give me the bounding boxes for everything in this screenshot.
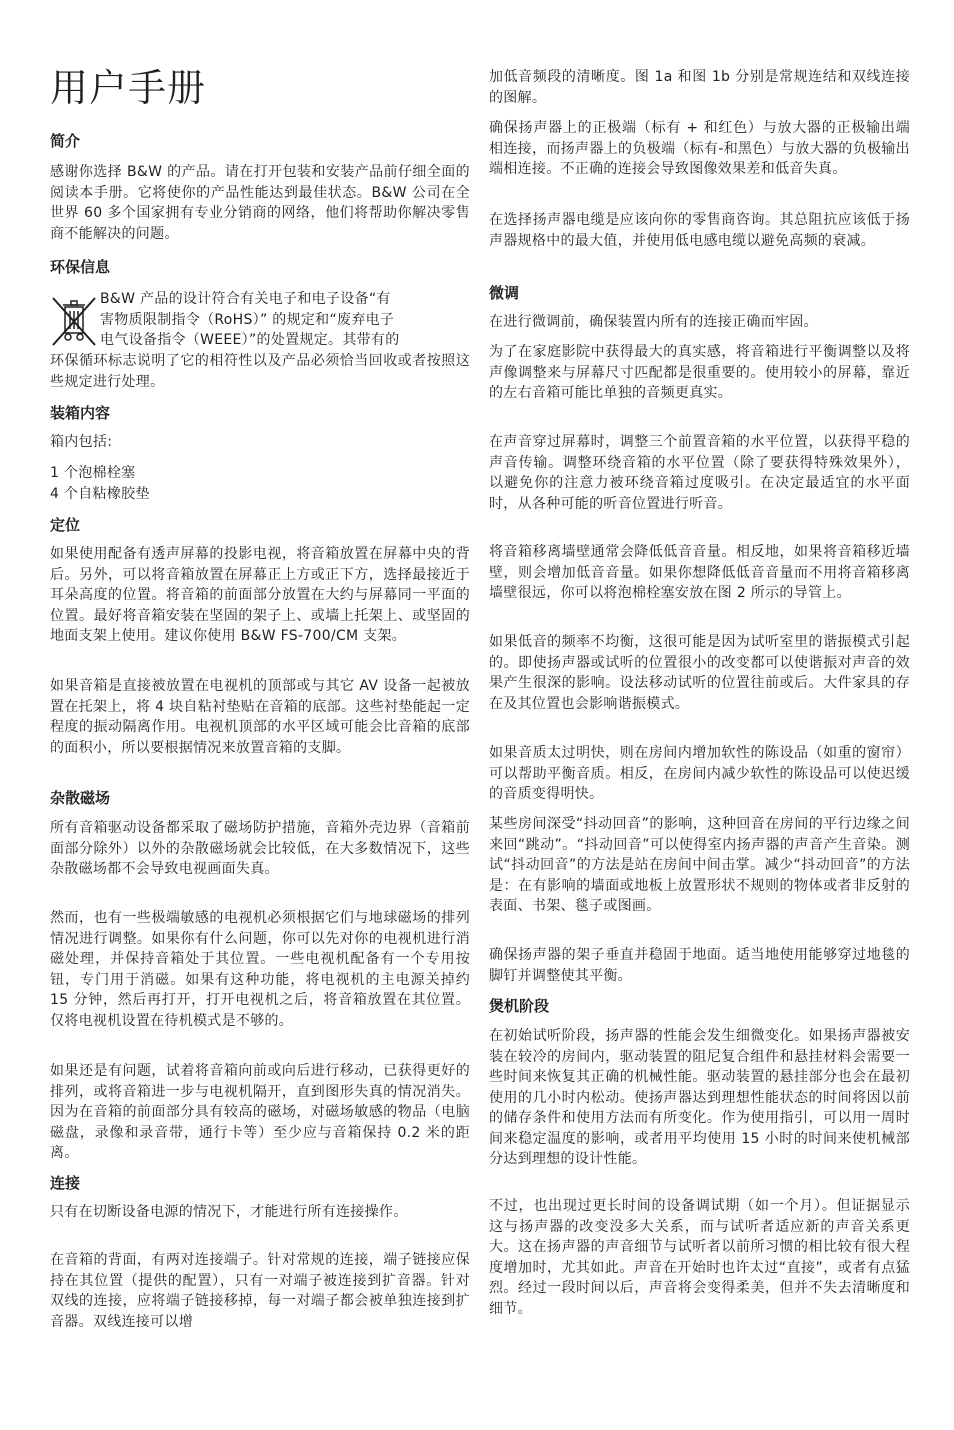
box-item-foam-plug: 1 个泡棉栓塞 [50,465,136,481]
tuning-paragraph-4: 将音箱移离墙壁通常会降低低音音量。相反地，如果将音箱移近墙壁，则会增加低音音量。如果你想降低低音音量而不用将音箱移离墙壁很远，你可以将泡棉栓塞安放在图 2 所示的导管上。 [489,544,910,601]
tuning-paragraph-2: 为了在家庭影院中获得最大的真实感，将音箱进行平衡调整以及将声像调整来与屏幕尺寸匹配都是很重要的。使用较小的屏幕，靠近的左右音箱可能比单独的音频更真实。 [489,344,910,401]
heading-stray-magnetic-fields: 杂散磁场 [50,789,111,807]
heading-environment: 环保信息 [50,258,111,276]
positioning-paragraph-2: 如果音箱是直接被放置在电视机的顶部或与其它 AV 设备一起被放置在托架上，将 4 块自粘衬垫贴在音箱的底部。这些衬垫能起一定程度的振动隔离作用。电视机顶部的水平区域可能会比音箱的底部的面积小，所以要根据情况来放置音箱的支脚。 [50,678,470,756]
tuning-paragraph-1: 在进行微调前，确保装置内所有的连接正确而牢固。 [489,314,818,330]
magnetic-paragraph-3: 如果还是有问题，试着将音箱向前或向后进行移动，已获得更好的排列，或将音箱进一步与电视机隔开，直到图形失真的情况消失。因为在音箱的前面部分具有较高的磁场，对磁场敏感的物品（电脑磁盘，录像和录音带，通行卡等）至少应与音箱保持 0.2 米的距离。 [50,1063,470,1161]
connections-paragraph-4: 确保扬声器上的正极端（标有 + 和红色）与放大器的正极输出端相连接，而扬声器上的负极端（标有-和黑色）与放大器的负极输出端相连接。不正确的连接会导致图像效果差和低音失真。 [489,120,910,177]
heading-fine-tuning: 微调 [489,284,520,302]
magnetic-paragraph-1: 所有音箱驱动设备都采取了磁场防护措施，音箱外壳边界（音箱前面部分除外）以外的杂散磁场就会比较低，在大多数情况下，这些杂散磁场都不会导致电视画面失真。 [50,820,470,877]
connections-paragraph-5: 在选择扬声器电缆是应该向你的零售商咨询。其总阻抗应该低于扬声器规格中的最大值，并使用低电感电缆以避免高频的衰减。 [489,212,910,249]
connections-paragraph-2: 在音箱的背面，有两对连接端子。针对常规的连接，端子链接应保持在其位置（提供的配置），只有一对端子被连接到扩音器。针对双线的连接，应将端子链接移掉，每一对端子都会被单独连接到扩音器。双线连接可以增 [50,1252,470,1330]
intro-paragraph: 感谢你选择 B&W 的产品。请在打开包装和安装产品前仔细全面的阅读本手册。它将使你的产品性能达到最佳状态。B&W 公司在全世界 60 多个国家拥有专业分销商的网络，他们将帮助你解决零售商不能解决的问题。 [50,164,470,242]
heading-connections: 连接 [50,1174,81,1192]
environment-paragraph-rest: 环保循环标志说明了它的相符性以及产品必须恰当回收或者按照这些规定进行处理。 [50,353,470,390]
connections-paragraph-3: 加低音频段的清晰度。图 1a 和图 1b 分别是常规连结和双线连接的图解。 [489,69,910,106]
heading-positioning: 定位 [50,516,81,534]
tuning-paragraph-5: 如果低音的频率不均衡，这很可能是因为试听室里的谐振模式引起的。即使扬声器或试听的位置很小的改变都可以使谐振对声音的效果产生很深的影响。设法移动试听的位置往前或后。大件家具的存在及其位置也会影响谐振模式。 [489,634,910,712]
magnetic-paragraph-2: 然而，也有一些极端敏感的电视机必须根据它们与地球磁场的排列情况进行调整。如果你有什么问题，你可以先对你的电视机进行消磁处理，并保持音箱处于其位置。一些电视机配备有一个专用按钮，专门用于消磁。如果有这种功能，将电视机的主电源关掉约 15 分钟，然后再打开，打开电视机之后，将音箱放置在其位置。仅将电视机设置在待机模式是不够的。 [50,910,470,1029]
page-title: 用户手册 [50,66,207,110]
environment-line-3: 电气设备指令（WEEE）”的处置规定。其带有的 [100,332,400,348]
connections-paragraph-1: 只有在切断设备电源的情况下，才能进行所有连接操作。 [50,1204,408,1220]
positioning-paragraph-1: 如果使用配备有透声屏幕的投影电视，将音箱放置在屏幕中央的背后。另外，可以将音箱放置在屏幕正上方或正下方，选择最接近于耳朵高度的位置。将音箱的前面部分放置在大约与屏幕同一平面的位置。最好将音箱安装在坚固的架子上、或墙上托架上、或坚固的地面支架上使用。建议你使用 B&W FS-700/CM 支架。 [50,546,470,644]
tuning-paragraph-8: 确保扬声器的架子垂直并稳固于地面。适当地使用能够穿过地毯的脚钉并调整使其平衡。 [489,947,910,984]
burnin-paragraph-1: 在初始试听阶段，扬声器的性能会发生细微变化。如果扬声器被安装在较冷的房间内，驱动装置的阻尼复合组件和悬挂材料会需要一些时间来恢复其正确的机械性能。驱动装置的悬挂部分也会在最初使用的几小时内松动。使扬声器达到理想性能状态的时间将因以前的储存条件和使用方法而有所变化。作为使用指引，可以用一周时间来稳定温度的影响，或者用平均使用 15 小时的时间来使机械部分达到理想的设计性能。 [489,1028,910,1167]
heading-box-contents: 装箱内容 [50,404,111,422]
tuning-paragraph-7: 某些房间深受“抖动回音”的影响，这种回音在房间的平行边缘之间来回“跳动”。“抖动回音”可以使得室内扬声器的声音产生音染。测试“抖动回音”的方法是站在房间中间击掌。减少“抖动回音”的方法是：在有影响的墙面或地板上放置形状不规则的物体或者非反射的表面、书架、毯子或图画。 [489,816,910,914]
box-contents-intro: 箱内包括: [50,434,113,450]
box-item-rubber-pads: 4 个自粘橡胶垫 [50,486,150,502]
environment-line-1: B&W 产品的设计符合有关电子和电子设备“有 [100,291,391,307]
tuning-paragraph-3: 在声音穿过屏幕时，调整三个前置音箱的水平位置，以获得平稳的声音传输。调整环绕音箱的水平位置（除了要获得特殊效果外），以避免你的注意力被环绕音箱过度吸引。在决定最适宜的水平面时，从各种可能的听音位置进行听音。 [489,434,910,512]
heading-burn-in: 煲机阶段 [489,997,550,1015]
burnin-paragraph-2: 不过，也出现过更长时间的设备调试期（如一个月）。但证据显示这与扬声器的改变没多大关系，而与试听者适应新的声音关系更大。这在扬声器的声音细节与试听者以前所习惯的相比较有很大程度增加时，尤其如此。声音在开始时也许太过“直接”，或者有点猛烈。经过一段时间以后，声音将会变得柔美，但并不失去清晰度和细节。 [489,1198,910,1317]
heading-intro: 简介 [50,132,81,150]
weee-crossed-bin-icon [50,295,98,349]
environment-line-2: 害物质限制指令（RoHS）” 的规定和“废弃电子 [100,312,395,328]
tuning-paragraph-6: 如果音质太过明快，则在房间内增加软性的陈设品（如重的窗帘）可以帮助平衡音质。相反，在房间内减少软性的陈设品可以使迟缓的音质变得明快。 [489,745,910,802]
